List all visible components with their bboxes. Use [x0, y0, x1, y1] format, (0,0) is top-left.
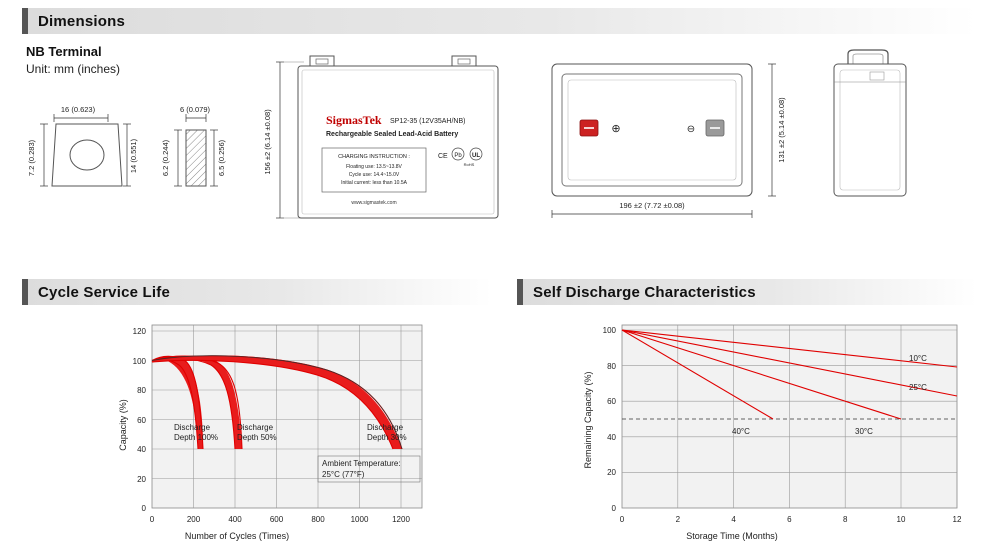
header-accent-bar	[22, 8, 28, 34]
nb-terminal-caption	[26, 44, 120, 76]
charging-instruction-title: CHARGING INSTRUCTION :	[338, 154, 410, 160]
battery-side-view	[812, 42, 932, 232]
battery-top-view	[536, 42, 796, 232]
cycle-annotation-100-line1: Discharge	[174, 423, 211, 432]
header-accent-bar	[517, 279, 523, 305]
cycle-service-life-chart	[22, 310, 492, 550]
battery-model: SP12-35 (12V35AH/NB)	[390, 118, 466, 125]
discharge-ytick-0: 0	[611, 504, 616, 513]
discharge-xtick-12: 12	[952, 515, 962, 524]
dim-battery-width: 196 ±2 (7.72 ±0.08)	[619, 201, 685, 210]
unit-label: Unit: mm (inches)	[26, 62, 121, 76]
discharge-x-axis-label: Storage Time (Months)	[686, 531, 778, 541]
charging-line-3: Initial current: less than 10.5A	[341, 180, 407, 186]
discharge-ytick-40: 40	[607, 433, 616, 442]
mark-ce: CE	[438, 153, 448, 160]
dim-top-width: 16 (0.623)	[60, 105, 96, 114]
discharge-label-40c: 40°C	[732, 427, 750, 436]
section-title: Dimensions	[38, 12, 126, 30]
dim-plate-height: 6.2 (0.244)	[161, 139, 170, 177]
section-title: Cycle Service Life	[38, 283, 171, 301]
cycle-ytick-40: 40	[137, 445, 146, 454]
discharge-xtick-6: 6	[787, 515, 792, 524]
cycle-ytick-80: 80	[137, 386, 146, 395]
cycle-xtick-400: 400	[228, 515, 242, 524]
cycle-ytick-60: 60	[137, 416, 146, 425]
section-header-dimensions	[22, 8, 977, 34]
negative-polarity-icon: ⊖	[686, 124, 696, 135]
discharge-ytick-60: 60	[607, 397, 616, 406]
mark-rohs: RoHS	[463, 162, 475, 167]
cycle-y-axis-label: Capacity (%)	[118, 399, 128, 451]
discharge-ytick-20: 20	[607, 468, 616, 477]
dim-battery-depth: 131 ±2 (5.14 ±0.08)	[777, 97, 786, 163]
cycle-xtick-800: 800	[311, 515, 325, 524]
charging-line-1: Floating use: 13.5~13.8V	[346, 164, 402, 170]
dim-left-height: 7.2 (0.283)	[27, 139, 36, 177]
section-title: Self Discharge Characteristics	[533, 283, 756, 301]
discharge-ytick-100: 100	[602, 326, 616, 335]
battery-subtitle: Rechargeable Sealed Lead-Acid Battery	[326, 131, 459, 138]
cycle-xtick-200: 200	[186, 515, 201, 524]
discharge-label-25c: 25°C	[909, 383, 927, 392]
discharge-xtick-2: 2	[675, 515, 681, 524]
cycle-annotation-100-line2: Depth 100%	[174, 433, 219, 442]
mark-ul: UL	[472, 153, 480, 159]
dim-plate-depth: 6.5 (0.256)	[217, 139, 226, 177]
mark-pb: Pb	[454, 153, 462, 159]
cycle-xtick-1000: 1000	[350, 515, 369, 524]
discharge-label-30c: 30°C	[855, 427, 873, 436]
battery-website: www.sigmastek.com	[351, 200, 397, 206]
cycle-annotation-50-line1: Discharge	[237, 423, 274, 432]
discharge-xtick-4: 4	[731, 515, 736, 524]
discharge-ytick-80: 80	[607, 362, 616, 371]
dim-battery-height: 156 ±2 (6.14 ±0.08)	[263, 109, 272, 175]
cycle-xtick-1200: 1200	[392, 515, 410, 524]
section-header-cycle-service-life	[22, 279, 492, 305]
discharge-xtick-8: 8	[842, 515, 848, 524]
header-accent-bar	[22, 279, 28, 305]
cycle-annotation-30-line2: Depth 30%	[367, 433, 407, 442]
discharge-xtick-0: 0	[619, 515, 625, 524]
positive-polarity-icon: ⊕	[611, 123, 621, 135]
cycle-ytick-100: 100	[132, 357, 146, 366]
cycle-xtick-0: 0	[149, 515, 155, 524]
discharge-label-10c: 10°C	[909, 354, 927, 363]
cycle-ytick-20: 20	[137, 475, 146, 484]
cycle-ytick-0: 0	[141, 504, 146, 513]
charging-line-2: Cycle use: 14.4~15.0V	[348, 172, 400, 178]
cycle-ytick-120: 120	[132, 327, 146, 336]
battery-brand: SigmasTek	[326, 113, 382, 127]
cycle-xtick-600: 600	[269, 515, 284, 524]
cycle-x-axis-label: Number of Cycles (Times)	[184, 531, 290, 541]
discharge-xtick-10: 10	[896, 515, 906, 524]
dim-inner-height: 14 (0.551)	[129, 138, 138, 174]
cycle-annotation-30-line1: Discharge	[367, 423, 404, 432]
dim-plate-width: 6 (0.079)	[179, 105, 211, 114]
nb-terminal-title: NB Terminal	[26, 44, 102, 59]
self-discharge-chart	[517, 310, 987, 550]
cycle-annotation-50-line2: Depth 50%	[237, 433, 277, 442]
cycle-ambient-line1: Ambient Temperature:	[322, 459, 401, 468]
cycle-ambient-line2: 25°C (77°F)	[322, 470, 365, 479]
terminal-drawing	[18, 90, 248, 225]
section-header-self-discharge	[517, 279, 977, 305]
battery-front-view	[256, 42, 526, 232]
discharge-y-axis-label: Remaining Capacity (%)	[583, 371, 593, 469]
